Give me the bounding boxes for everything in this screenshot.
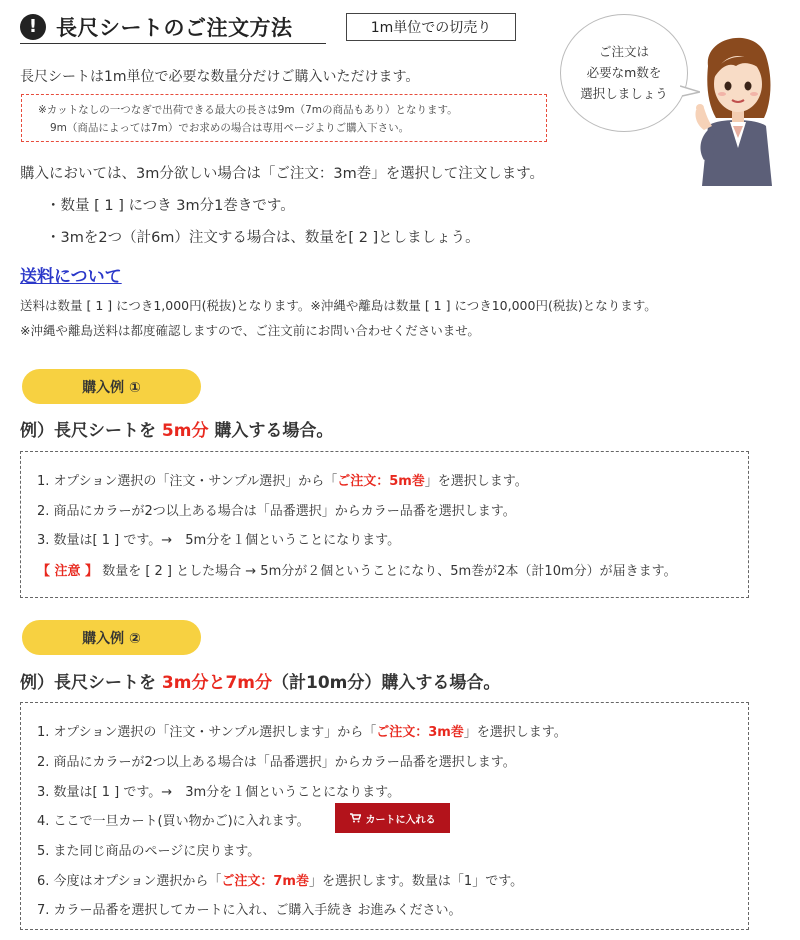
step-7: 7. カラー品番を選択してカートに入れ、ご購入手続き お進みください。 bbox=[37, 903, 462, 918]
shipping-note: ※沖縄や離島送料は都度確認しますので、ご注文前にお問い合わせくださいませ。 bbox=[20, 323, 480, 338]
example-2-heading bbox=[20, 668, 500, 693]
heading-text: 例）長尺シートを bbox=[20, 421, 162, 441]
cart-icon bbox=[350, 813, 361, 823]
heading-highlight: 5m分 bbox=[161, 421, 209, 441]
add-to-cart-button[interactable] bbox=[335, 803, 450, 833]
bubble-line: 必要なm数を bbox=[586, 65, 662, 80]
step-1 bbox=[37, 470, 528, 489]
heading-text: 例）長尺シートを bbox=[20, 673, 162, 693]
step-6 bbox=[37, 870, 523, 889]
heading-highlight: 3m分と7m分 bbox=[161, 673, 273, 693]
shipping-text: 送料は数量 [ 1 ] につき1,000円(税抜)となります。※沖縄や離島は数量 [ 1 ] につき10,000円(税抜)となります。 bbox=[20, 298, 657, 313]
example-1-steps-box bbox=[20, 451, 749, 598]
page-title: 長尺シートのご注文方法 bbox=[56, 15, 293, 40]
step-text: 6. 今度はオプション選択から「 bbox=[37, 874, 222, 889]
step-highlight: ご注文：7m巻 bbox=[221, 874, 309, 889]
caution-text: 数量を [ 2 ] とした場合 → 5m分が２個ということになり、5m巻が2本（計10m分）が届きます。 bbox=[98, 564, 677, 579]
cart-button-label: カートに入れる bbox=[365, 814, 436, 826]
shipping-title-link[interactable]: 送料について bbox=[20, 267, 122, 287]
step-highlight: ご注文：3m巻 bbox=[376, 725, 464, 740]
step-2: 2. 商品にカラーが2つ以上ある場合は「品番選択」からカラー品番を選択します。 bbox=[37, 504, 516, 519]
step-text: 」を選択します。 bbox=[424, 474, 528, 489]
caution-label: 【 注意 】 bbox=[37, 564, 99, 579]
intro-text: 長尺シートは1m単位で必要な数量分だけご購入いただけます。 bbox=[20, 69, 420, 85]
example-1-heading bbox=[20, 416, 333, 441]
example-1-pill: 購入例 ① bbox=[22, 369, 201, 404]
heading-text: （計10m分）購入する場合。 bbox=[272, 673, 501, 693]
notice-box bbox=[21, 94, 547, 142]
purchase-bullet: ・数量 [ 1 ] につき 3m分1巻きです。 bbox=[46, 198, 295, 214]
step-text: 」を選択します。 bbox=[463, 725, 567, 740]
notice-line: 9m（商品によっては7m）でお求めの場合は専用ページよりご購入下さい。 bbox=[50, 122, 410, 134]
page-title-bar bbox=[20, 10, 326, 44]
step-3: 3. 数量は[ 1 ] です。→ 3m分を１個ということになります。 bbox=[37, 785, 401, 800]
step-5: 5. また同じ商品のページに戻ります。 bbox=[37, 844, 261, 859]
exclamation-icon: ! bbox=[20, 14, 46, 40]
speech-bubble bbox=[560, 14, 688, 132]
unit-badge: 1m単位での切売り bbox=[346, 13, 516, 41]
notice-line: ※カットなしの一つなぎで出荷できる最大の長さは9m（7mの商品もあり）となります。 bbox=[38, 104, 458, 116]
step-text: 1. オプション選択の「注文・サンプル選択」から「 bbox=[37, 474, 338, 489]
heading-text: 購入する場合。 bbox=[208, 421, 334, 441]
guide-woman-illustration bbox=[686, 26, 786, 194]
caution-note bbox=[37, 560, 677, 579]
step-highlight: ご注文：5m巻 bbox=[337, 474, 425, 489]
step-4: 4. ここで一旦カート(買い物かご)に入れます。 bbox=[37, 814, 310, 829]
step-text: 1. オプション選択の「注文・サンプル選択します」から「 bbox=[37, 725, 377, 740]
bubble-line: 選択しましょう bbox=[580, 86, 668, 101]
step-3: 3. 数量は[ 1 ] です。→ 5m分を１個ということになります。 bbox=[37, 533, 401, 548]
bubble-line: ご注文は bbox=[598, 44, 649, 59]
example-2-steps-box bbox=[20, 702, 749, 930]
step-2: 2. 商品にカラーが2つ以上ある場合は「品番選択」からカラー品番を選択します。 bbox=[37, 755, 516, 770]
purchase-text: 購入においては、3m分欲しい場合は「ご注文：3m巻」を選択して注文します。 bbox=[20, 166, 545, 182]
step-1 bbox=[37, 721, 567, 740]
example-2-pill: 購入例 ② bbox=[22, 620, 201, 655]
purchase-bullet: ・3mを2つ（計6m）注文する場合は、数量を[ 2 ]としましょう。 bbox=[46, 230, 480, 246]
step-text: 」を選択します。数量は「1」です。 bbox=[308, 874, 524, 889]
